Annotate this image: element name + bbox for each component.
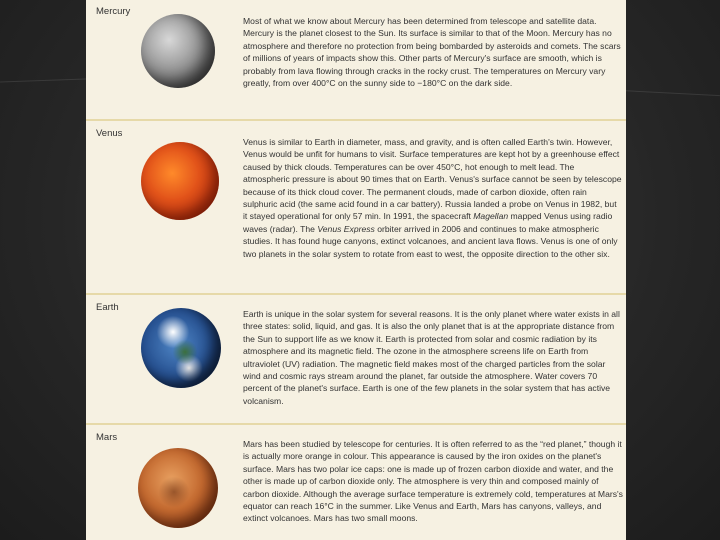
- spacecraft-name: Magellan: [473, 211, 509, 222]
- venus-text-mid: mapped Venus using radio waves (radar). The: [243, 211, 613, 234]
- planet-name: Mercury: [96, 6, 131, 17]
- mercury-planet-icon: [141, 14, 215, 88]
- planet-name: Venus: [96, 128, 123, 139]
- planet-description: [243, 136, 623, 260]
- divider: [86, 423, 626, 425]
- planet-name: Earth: [96, 302, 119, 313]
- earth-planet-icon: [141, 308, 221, 388]
- divider: [86, 293, 626, 295]
- venus-planet-icon: [141, 142, 219, 220]
- venus-text-start: Venus is similar to Earth in diameter, mass, and gravity, and is often called Earth's twin. However, Venus would be unfit for humans to visit. Surface temperatures are kept hot by a greenhouse effect caused by thick clouds. Temperatures can be over 450°C, hot enough to melt lead. The atmospheric pressure is about 90 times that on Earth. Venus's surface cannot be seen by telescope because of its thick cloud cover. The permanent clouds, made of carbon dioxide, often rain sulphuric acid (the same acid found in a car battery). Russia landed a probe on Venus in 1982, but it stayed operational for only 57 min. In 1991, the spacecraft: [243, 137, 622, 222]
- spacecraft-name: Venus Express: [317, 223, 375, 234]
- mars-planet-icon: [138, 448, 218, 528]
- planet-description: Earth is unique in the solar system for several reasons. It is the only planet where water exists in all three states: solid, liquid, and gas. It is also the only planet that is at the appropriate distance from the Sun to support life as we know it. Earth is protected from solar and cosmic radiation by its atmosphere and its magnetic field. The ozone in the atmosphere screens life on Earth from ultraviolet (UV) radiation. The magnetic field makes most of the charged particles from the solar wind and cosmic rays stream around the planet, far outside the atmosphere. Water covers 70 percent of the planet's surface. Earth is one of the few planets in the solar system that has active volcanism.: [243, 309, 620, 406]
- planet-description: Mars has been studied by telescope for centuries. It is often referred to as the “red planet,” though it is actually more orange in colour. This appearance is caused by the iron oxides on the planet's surface. Mars has two polar ice caps: one is made up of frozen carbon dioxide and water, and the other is made up of carbon dioxide only. The atmosphere is very thin and composed mainly of carbon dioxide. Although the average surface temperature is extremely cold, temperatures at Mars's equator can reach 16°C in the summer. Like Venus and Earth, Mars has canyons, valleys, and extinct volcanoes. Mars has two small moons.: [243, 439, 623, 524]
- planet-description: Most of what we know about Mercury has been determined from telescope and satellite data. Mercury is the planet closest to the Sun. Its surface is similar to that of the Moon. Mercury has no atmosphere and therefore no protection from being bombarded by asteroids and comets. The scars of millions of years of impacts show this. Other parts of Mercury's surface are smooth, which is probably from lava flowing through cracks in the rocky crust. The temperatures on Mercury vary greatly, from over 400°C on the sunny side to −180°C on the dark side.: [243, 16, 621, 89]
- planet-name: Mars: [96, 432, 118, 443]
- document-page: [86, 0, 626, 540]
- divider: [86, 119, 626, 121]
- venus-text-end: orbiter arrived in 2006 and continues to make atmospheric studies. It has found huge canyons, extinct volcanoes, and ancient lava flows. Venus is one of only two planets in the solar system to rotate from east to west, the opposite direction to the other six.: [243, 223, 618, 259]
